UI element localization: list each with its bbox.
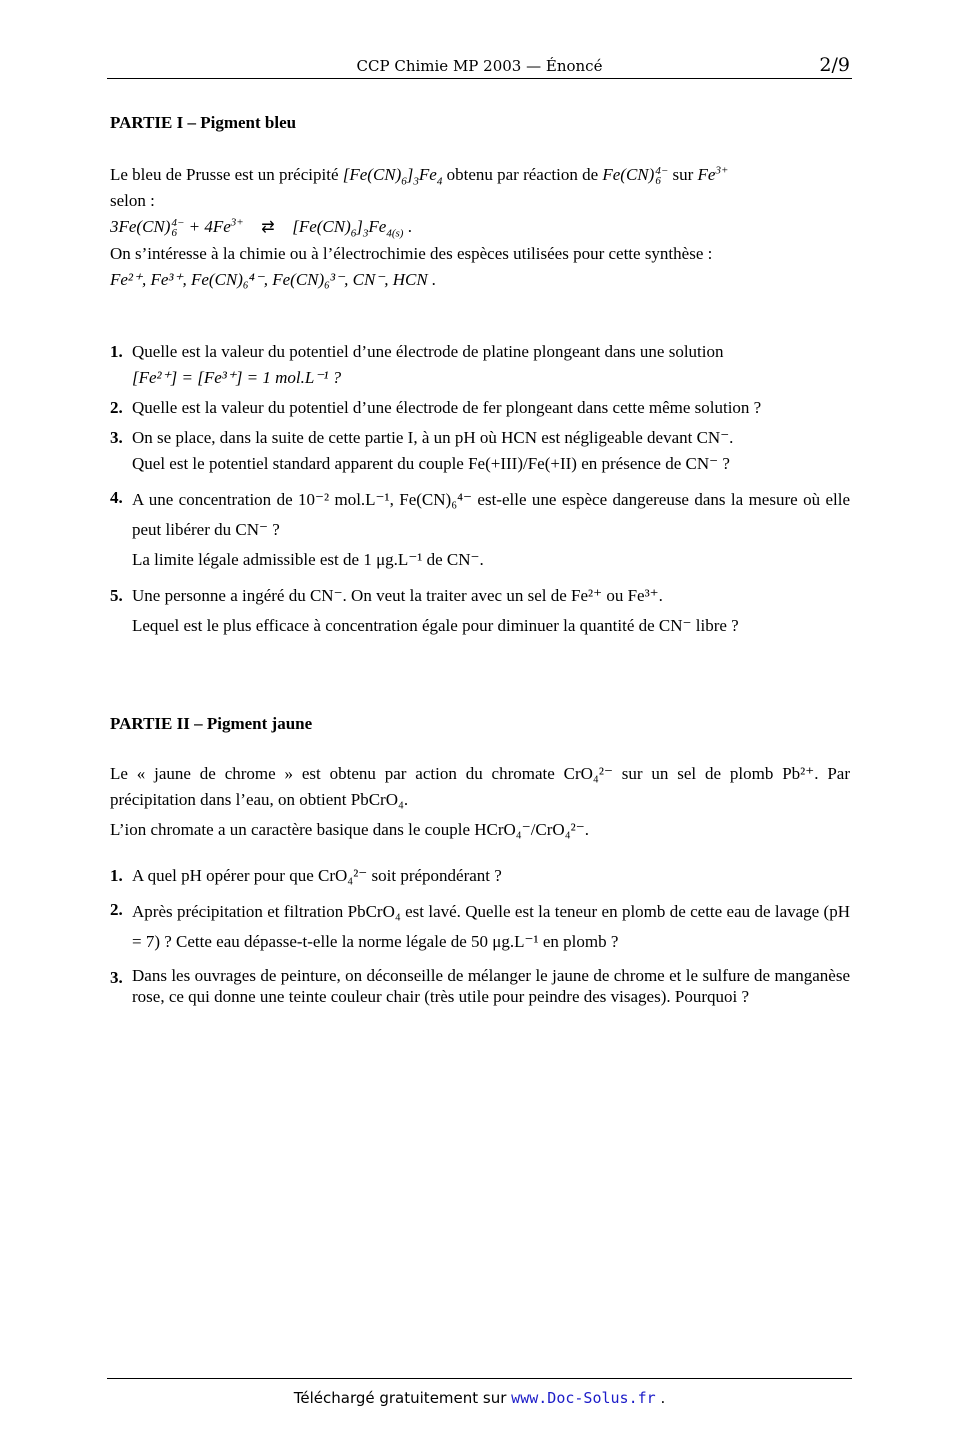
reaction-rhs: [Fe(CN) [292,217,351,236]
formula-prussian-blue: $[Fe(CN)_6]_3Fe_4$ [342,165,443,188]
equilibrium-arrow-icon: ⇄ [261,219,275,236]
question-number: 4. [110,488,123,507]
reaction-lhs: 3Fe(CN) [110,217,171,236]
question-line2: [Fe²⁺] = [Fe³⁺] = 1 mol.L⁻¹ ? [132,368,342,387]
question-item [110,485,850,573]
header-title: CCP Chimie MP 2003 — Énoncé [356,57,603,75]
question-line2: La limite légale admissible est de 1 μg.L⁻¹ de CN⁻. [132,550,484,569]
question-text: Après précipitation et filtration PbCrO₄ est lavé. Quelle est la teneur en plomb de cette eau de lavage (pH = 7) ? Cette eau dépasse-t-elle la norme légale de 50 μg.L⁻¹ en plomb ? [132,902,850,951]
question-item [110,395,850,421]
formula-ferrocyanide: Fe(CN) 4− 6 [602,165,669,188]
part2-intro2: L’ion chromate a un caractère basique dans le couple HCrO₄⁻/CrO₄²⁻. [110,820,589,839]
question-number: 1. [110,866,123,885]
question-text: Une personne a ingéré du CN⁻. On veut la traiter avec un sel de Fe²⁺ ou Fe³⁺. [132,586,663,605]
page-number: 2/9 [819,54,850,76]
footer-end: . [655,1389,666,1407]
part1-questions [110,339,850,639]
part1-intro [110,162,850,188]
question-number: 2. [110,900,123,919]
question-item [110,339,850,391]
formula-fe3: $Fe^{3+}$ [697,164,729,184]
question-text: On se place, dans la suite de cette partie I, à un pH où HCN est négligeable devant CN⁻. [132,428,734,447]
question-number: 2. [110,398,123,417]
question-text: A une concentration de 10⁻² mol.L⁻¹, Fe(CN)₆⁴⁻ est-elle une espèce dangereuse dans la mesure où elle peut libérer du CN⁻ ? [132,490,850,539]
page-header [107,54,852,79]
question-text: Quelle est la valeur du potentiel d’une électrode de platine plongeant dans une solution [132,342,724,361]
intro-selon: selon : [110,191,155,210]
question-text: Quelle est la valeur du potentiel d’une électrode de fer plongeant dans cette même solution ? [132,398,762,417]
intro-text-a: Le bleu de Prusse est un précipité [110,165,343,184]
question-number: 3. [110,968,123,987]
question-item [110,897,850,957]
question-number: 3. [110,428,123,447]
reaction-plus: + 4Fe [184,217,231,236]
question-text: A quel pH opérer pour que CrO₄²⁻ soit prépondérant ? [132,866,502,885]
question-item [110,583,850,639]
question-item [110,425,850,477]
part2-intro1: Le « jaune de chrome » est obtenu par action du chromate CrO₄²⁻ sur un sel de plomb Pb²⁺. Par précipitation dans l’eau, on obtient PbCrO₄. [110,764,850,809]
intro-text-b: obtenu par réaction de [442,165,603,184]
page-content [110,110,850,1007]
page-footer [107,1378,852,1407]
reaction-equation: 3Fe(CN) 4− 6 + $4Fe^{3+}$ ⇄ $[Fe(CN)_6]_3Fe_{4(s)}$ . [110,216,412,240]
question-text: Dans les ouvrages de peinture, on déconseille de mélanger le jaune de chrome et le sulfure de manganèse rose, ce qui donne une teinte couleur chair (très utile pour peindre des visages). Pourquoi ? [132,966,850,1006]
footer-label: Téléchargé gratuitement sur [293,1389,512,1407]
question-item [110,863,850,889]
intro-text-c: sur [668,165,698,184]
question-line2: Lequel est le plus efficace à concentration égale pour diminuer la quantité de CN⁻ libre ? [132,616,739,635]
question-number: 1. [110,342,123,361]
part1-title: PARTIE I – Pigment bleu [110,113,297,132]
footer-text [107,1389,852,1407]
species-list: Fe²⁺, Fe³⁺, Fe(CN)₆⁴⁻, Fe(CN)₆³⁻, CN⁻, HCN . [110,270,437,289]
question-number: 5. [110,586,123,605]
question-item [110,965,850,1007]
part2-questions [110,863,850,1007]
footer-link[interactable]: www.Doc-Solus.fr [511,1389,656,1407]
question-line2: Quel est le potentiel standard apparent du couple Fe(+III)/Fe(+II) en présence de CN⁻ ? [132,454,730,473]
species-intro: On s’intéresse à la chimie ou à l’électrochimie des espèces utilisées pour cette synthèse : [110,244,713,263]
part2-title: PARTIE II – Pigment jaune [110,714,313,733]
